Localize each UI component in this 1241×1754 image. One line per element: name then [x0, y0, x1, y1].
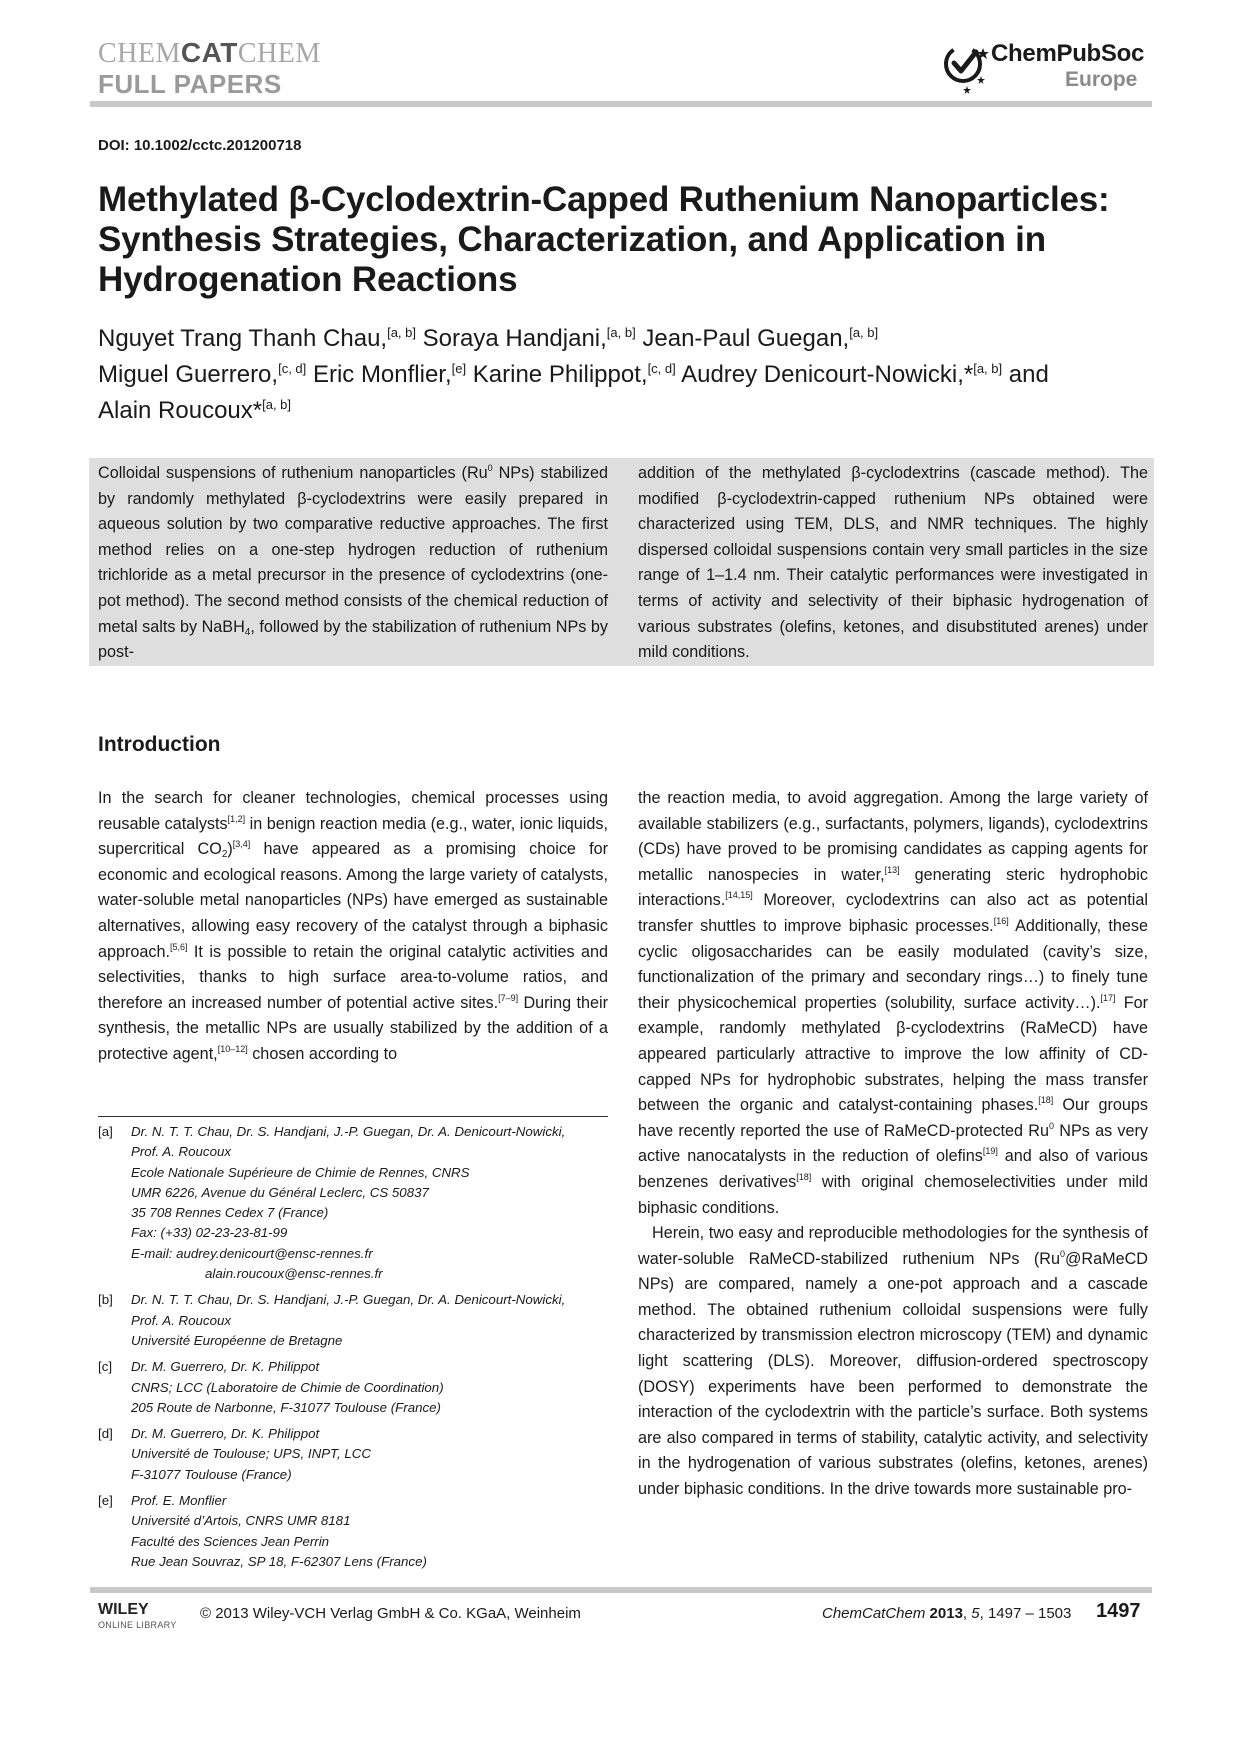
footnote-line: CNRS; LCC (Laboratoire de Chimie de Coordination)	[131, 1379, 444, 1395]
author: Jean-Paul Guegan,	[642, 325, 850, 352]
citation-ref[interactable]: [7–9]	[498, 992, 519, 1003]
footnote-line: Prof. A. Roucoux	[131, 1144, 232, 1160]
journal-citation: ChemCatChem 2013, 5, 1497 – 1503	[822, 1605, 1072, 1622]
publisher-logo	[943, 38, 1153, 96]
citation-ref[interactable]: [1,2]	[227, 813, 246, 824]
author-affiliation: [a, b]	[387, 325, 416, 340]
footnote-line: F-31077 Toulouse (France)	[131, 1466, 292, 1482]
author-affiliation: [c, d]	[278, 361, 307, 376]
footnote-rule	[98, 1116, 608, 1117]
author-affiliation: [a, b]	[973, 361, 1003, 376]
wiley-logo	[98, 1601, 190, 1635]
section-heading: Introduction	[98, 733, 221, 756]
footnote-line: Dr. M. Guerrero, Dr. K. Philippot	[131, 1426, 320, 1442]
abstract-left-column: Colloidal suspensions of ruthenium nanoparticles (Ru$^0$ NPs) stabilized by randomly methylated β-cyclodextrins were easily prepared in aqueous solution by two comparative reductive approaches. The first method relies on a one-step hydrogen reduction of ruthenium trichloride as a metal precursor in the presence of cyclodextrins (one-pot method). The second method consists of the chemical reduction of metal salts by NaBH$_4$, followed by the stabilization of ruthenium NPs by post-	[98, 463, 608, 662]
author: Eric Monflier,	[312, 361, 452, 388]
footnote-line: Prof. E. Monflier	[131, 1493, 227, 1509]
author: and	[1008, 361, 1049, 388]
citation-ref[interactable]: [10–12]	[217, 1043, 248, 1054]
author-affiliation: [a, b]	[849, 325, 879, 340]
citation-ref[interactable]: [16]	[993, 915, 1009, 926]
journal-logo	[98, 38, 321, 99]
affiliation-footnote	[98, 1424, 618, 1485]
author: Karine Philippot,	[472, 361, 648, 388]
author: Audrey Denicourt-Nowicki,*	[681, 361, 974, 388]
doi: DOI: 10.1002/cctc.201200718	[98, 137, 302, 154]
publisher-emblem-icon	[943, 38, 989, 96]
publisher-region: Europe	[1065, 68, 1138, 91]
footnote-line: Université d’Artois, CNRS UMR 8181	[131, 1513, 351, 1529]
citation-ref[interactable]: [5,6]	[170, 941, 188, 952]
affiliation-footnote	[98, 1491, 618, 1572]
footnote-line[interactable]: E-mail: audrey.denicourt@ensc-rennes.fr	[131, 1245, 373, 1261]
author: Alain Roucoux*	[98, 397, 263, 424]
footnote-line: Dr. N. T. T. Chau, Dr. S. Handjani, J.-P. Guegan, Dr. A. Denicourt-Nowicki,	[131, 1292, 566, 1308]
footnote-line: Université Européenne de Bretagne	[131, 1332, 343, 1348]
citation-ref[interactable]: [17]	[1100, 992, 1116, 1003]
article-title: Methylated β-Cyclodextrin-Capped Ruthenium Nanoparticles: Synthesis Strategies, Characterization, and Application in Hydrogenation Reactions	[98, 180, 1110, 299]
citation-ref[interactable]: [19]	[982, 1146, 998, 1157]
abstract-right-column: addition of the methylated β-cyclodextrins (cascade method). The modified β-cyclodextrin-capped ruthenium NPs obtained were characterized using TEM, DLS, and NMR techniques. The highly dispersed colloidal suspensions contain very small particles in the size range of 1–1.4 nm. Their catalytic performances were investigated in terms of activity and selectivity of their biphasic hydrogenation of various substrates (olefins, ketones, and disubstituted arenes) under mild conditions.	[638, 464, 1148, 662]
author-affiliation: [e]	[451, 361, 467, 376]
footnote-line: Ecole Nationale Supérieure de Chimie de Rennes, CNRS	[131, 1164, 470, 1180]
affiliations	[98, 1122, 618, 1578]
author-affiliation: [c, d]	[647, 361, 676, 376]
footnote-label: [c]	[98, 1359, 113, 1375]
paragraph: the reaction media, to avoid aggregation. Among the large variety of available stabilizers (e.g., surfactants, polymers, ligands), cyclodextrins (CDs) have proved to be promising candidates as capping agents for metallic nanospecies in water,[13] generating steric hydrophobic interactions.[14,15] Moreover, cyclodextrins can also act as potential transfer shuttles to improve biphasic processes.[16] Additionally, these cyclic oligosaccharides can be easily modulated (cavity’s size, functionalization of the primary and secondary rings…) to finely tune their physicochemical properties (solubility, surface activity…).[17] For example, randomly methylated β-cyclodextrins (RaMeCD) have appeared particularly attractive to improve the low affinity of CD-capped NPs for hydrophobic substrates, helping the mass transfer between the organic and catalyst-containing phases.[18] Our groups have recently reported the use of RaMeCD-protected Ru$^0$ NPs as very active nanocatalysts in the reduction of olefins[19] and also of various benzenes derivatives[18] with original chemoselectivities under mild biphasic conditions.	[638, 789, 1148, 1217]
footnote-label: [e]	[98, 1493, 113, 1509]
footnote-line: Rue Jean Souvraz, SP 18, F-62307 Lens (France)	[131, 1553, 427, 1569]
footnote-line: Fax: (+33) 02-23-23-81-99	[131, 1225, 288, 1241]
page-number: 1497	[1096, 1600, 1141, 1622]
citation-ref[interactable]: [18]	[796, 1171, 812, 1182]
footnote-line: Dr. M. Guerrero, Dr. K. Philippot	[131, 1359, 320, 1375]
copyright: © 2013 Wiley-VCH Verlag GmbH & Co. KGaA, Weinheim	[200, 1605, 581, 1622]
footer-rule	[90, 1587, 1152, 1593]
footnote-line: Université de Toulouse; UPS, INPT, LCC	[131, 1446, 371, 1462]
author-list	[98, 318, 1158, 426]
citation-ref[interactable]: [3,4]	[232, 839, 251, 850]
citation-ref[interactable]: [14,15]	[725, 890, 753, 901]
intro-right-column	[638, 786, 1148, 1503]
affiliation-footnote	[98, 1357, 618, 1418]
footnote-line: 205 Route de Narbonne, F-31077 Toulouse (France)	[131, 1399, 441, 1415]
wiley-sub: ONLINE LIBRARY	[98, 1620, 177, 1630]
author-affiliation: [a, b]	[262, 397, 292, 412]
footnote-label: [d]	[98, 1426, 113, 1442]
footnote-label: [a]	[98, 1124, 113, 1139]
footnote-line: UMR 6226, Avenue du Général Leclerc, CS 50837	[131, 1184, 429, 1200]
publisher-name: ChemPubSoc	[991, 40, 1145, 67]
author: Nguyet Trang Thanh Chau,	[98, 325, 388, 352]
affiliation-footnote	[98, 1290, 618, 1351]
footnote-line: Prof. A. Roucoux	[131, 1312, 232, 1328]
wiley-wordmark: WILEY	[98, 1601, 149, 1618]
journal-name: CHEMCATCHEM	[98, 37, 321, 69]
footnote-line: 35 708 Rennes Cedex 7 (France)	[131, 1205, 329, 1221]
citation-ref[interactable]: [18]	[1038, 1095, 1054, 1106]
author: Soraya Handjani,	[422, 325, 607, 352]
footnote-email[interactable]: alain.roucoux@ensc-rennes.fr	[205, 1266, 383, 1282]
paragraph: Herein, two easy and reproducible methodologies for the synthesis of water-soluble RaMeCD-stabilized ruthenium NPs (Ru$^0$@RaMeCD NPs) are compared, namely a one-pot approach and a cascade method. The obtained ruthenium colloidal suspensions were fully characterized by transmission electron microscopy (TEM) and dynamic light scattering (DLS). Moreover, diffusion-ordered spectroscopy (DOSY) experiments have been performed to demonstrate the interaction of the cyclodextrin with the particle’s surface. Both systems are also compared in terms of stability, catalytic activity, and selectivity in the hydrogenation of various substrates (olefins, ketones, arenes) under biphasic conditions. In the drive towards more sustainable pro-	[638, 1224, 1148, 1499]
section-label: FULL PAPERS	[98, 69, 282, 99]
footnote-line: Dr. N. T. T. Chau, Dr. S. Handjani, J.-P. Guegan, Dr. A. Denicourt-Nowicki,	[131, 1124, 566, 1139]
footnote-label: [b]	[98, 1292, 113, 1308]
intro-left-column: In the search for cleaner technologies, chemical processes using reusable catalysts[1,2] in benign reaction media (e.g., water, ionic liquids, supercritical $CO_2)[3,4]$ have appeared as a promising choice for economic and ecological reasons. Among the large variety of catalysts, water-soluble metal nanoparticles (NPs) have emerged as sustainable alternatives, allowing easy recovery of the catalyst through a biphasic approach.[5,6] It is possible to retain the original catalytic activities and selectivities, thanks to high surface area-to-volume ratios, and therefore an increased number of potential active sites.[7–9] During their synthesis, the metallic NPs are usually stabilized by the addition of a protective agent,[10–12] chosen according to	[98, 789, 609, 1063]
author: Miguel Guerrero,	[98, 361, 279, 388]
citation-ref[interactable]: [13]	[884, 864, 900, 875]
affiliation-footnote	[98, 1122, 618, 1284]
author-affiliation: [a, b]	[606, 325, 636, 340]
footnote-line: Faculté des Sciences Jean Perrin	[131, 1533, 330, 1549]
header-rule	[90, 101, 1152, 107]
